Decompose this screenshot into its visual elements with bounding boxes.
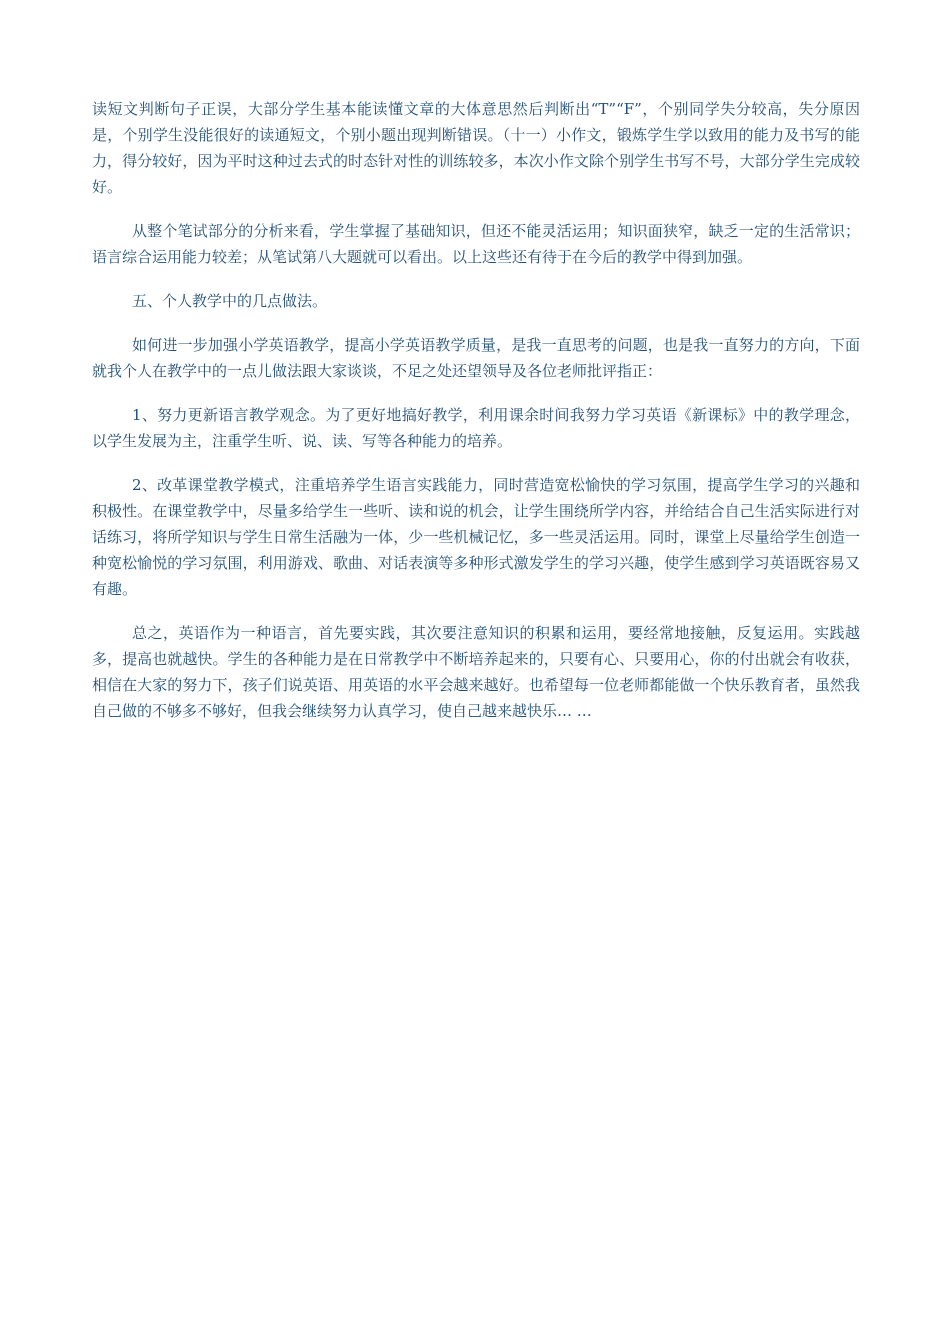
paragraph-7: 总之，英语作为一种语言，首先要实践，其次要注意知识的积累和运用，要经常地接触，反复运用。实践越多，提高也就越快。学生的各种能力是在日常教学中不断培养起来的，只要有心、只要用心，你的付出就会有收获，相信在大家的努力下，孩子们说英语、用英语的水平会越来越好。也希望每一位老师都能做一个快乐教育者，虽然我自己做的不够多不够好，但我会继续努力认真学习，使自己越来越快乐… … — [92, 624, 860, 720]
paragraph-4: 如何进一步加强小学英语教学，提高小学英语教学质量，是我一直思考的问题，也是我一直努力的方向，下面就我个人在教学中的一点儿做法跟大家谈谈，不足之处还望领导及各位老师批评指正： — [92, 336, 860, 380]
paragraph-2: 从整个笔试部分的分析来看，学生掌握了基础知识，但还不能灵活运用；知识面狭窄，缺乏一定的生活常识；语言综合运用能力较差；从笔试第八大题就可以看出。以上这些还有待于在今后的教学中得到加强。 — [92, 222, 860, 266]
section-heading: 五、个人教学中的几点做法。 — [132, 292, 328, 310]
paragraph-5: 1、努力更新语言教学观念。为了更好地搞好教学，利用课余时间我努力学习英语《新课标》中的教学理念，以学生发展为主，注重学生听、说、读、写等各种能力的培养。 — [92, 406, 860, 450]
paragraph-1: 读短文判断句子正误，大部分学生基本能读懂文章的大体意思然后判断出“T”“F”，个别同学失分较高，失分原因是，个别学生没能很好的读通短文，个别小题出现判断错误。（十一）小作文，锻炼学生学以致用的能力及书写的能力，得分较好，因为平时这种过去式的时态针对性的训练较多，本次小作文除个别学生书写不号，大部分学生完成较好。 — [92, 100, 860, 196]
document-body — [92, 96, 860, 742]
paragraph-6: 2、改革课堂教学模式，注重培养学生语言实践能力，同时营造宽松愉快的学习氛围，提高学生学习的兴趣和积极性。在课堂教学中，尽量多给学生一些听、读和说的机会，让学生围绕所学内容，并给结合自己生活实际进行对话练习，将所学知识与学生日常生活融为一体，少一些机械记忆，多一些灵活运用。同时，课堂上尽量给学生创造一种宽松愉悦的学习氛围，利用游戏、歌曲、对话表演等多种形式激发学生的学习兴趣，使学生感到学习英语既容易又有趣。 — [92, 476, 860, 598]
